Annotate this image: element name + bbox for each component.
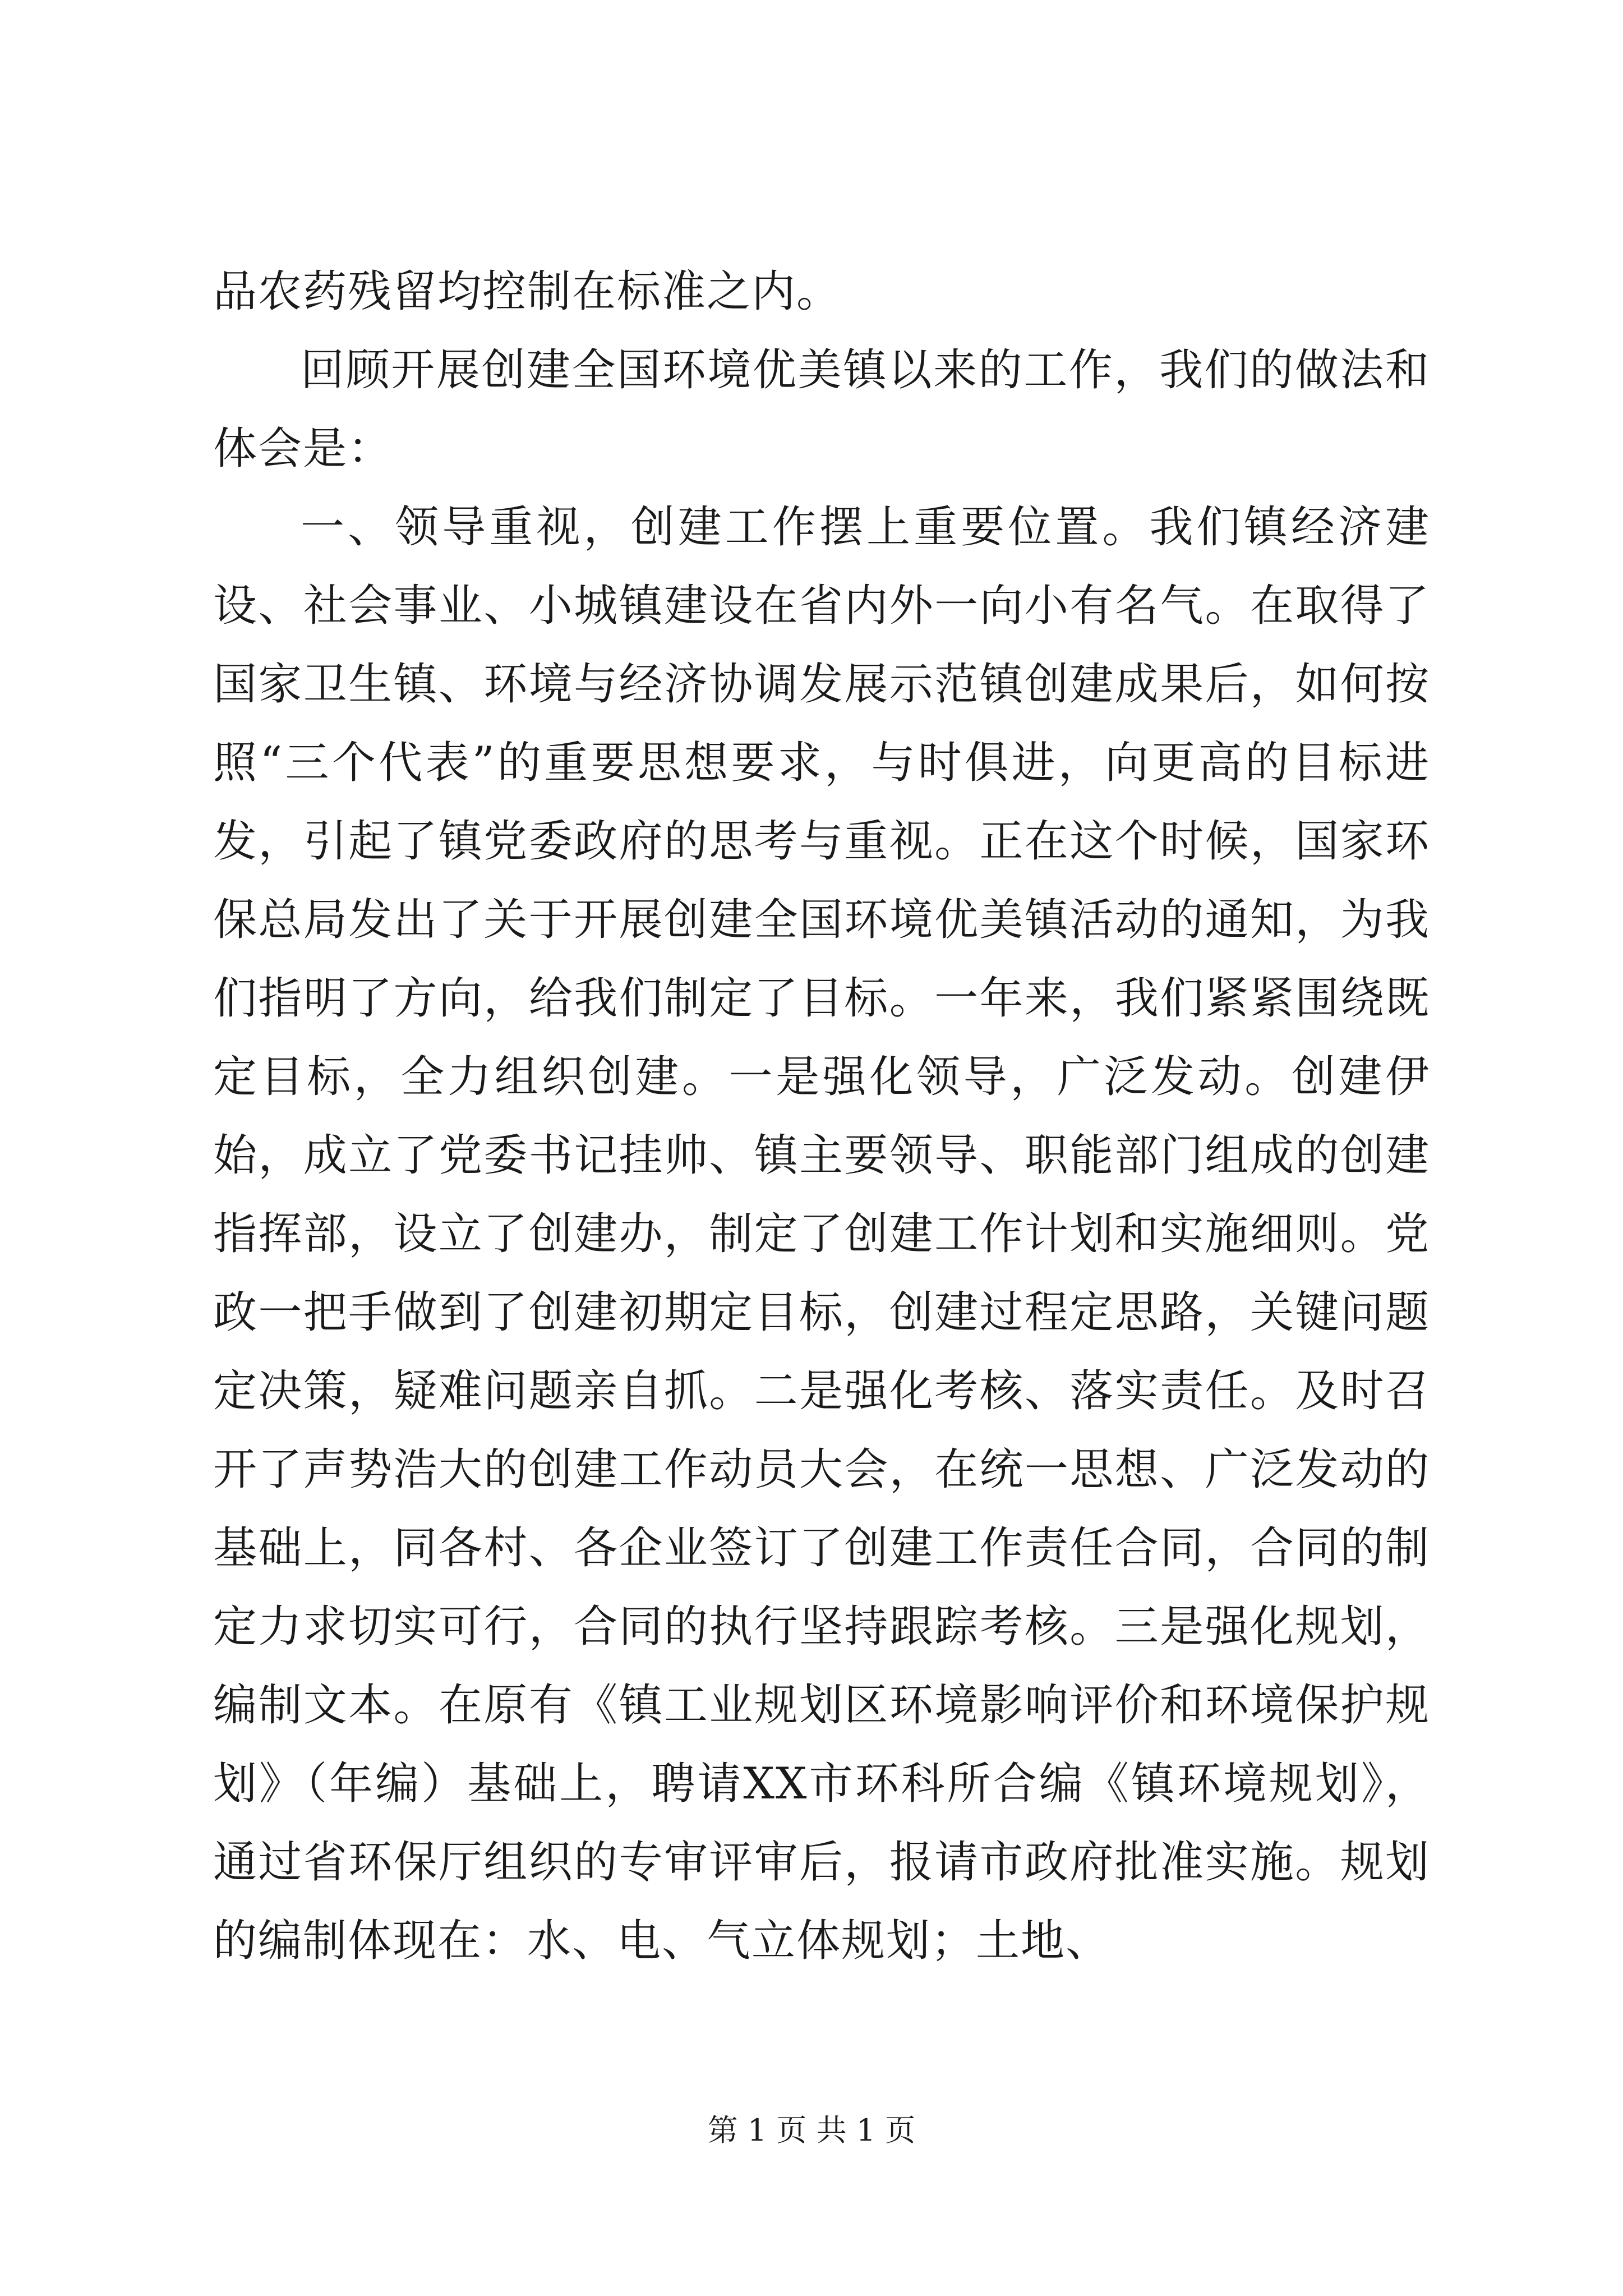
paragraph-review-intro: 回顾开展创建全国环境优美镇以来的工作，我们的做法和体会是： <box>213 345 1430 474</box>
document-body <box>213 252 1430 1980</box>
paragraph-leadership: 一、领导重视，创建工作摆上重要位置。我们镇经济建设、社会事业、小城镇建设在省内外一向小有名气。在取得了国家卫生镇、环境与经济协调发展示范镇创建成果后，如何按照“三个代表”的重要思想要求，与时俱进，向更高的目标进发，引起了镇党委政府的思考与重视。正在这个时候，国家环保总局发出了关于开展创建全国环境优美镇活动的通知，为我们指明了方向，给我们制定了目标。一年来，我们紧紧围绕既定目标，全力组织创建。一是强化领导，广泛发动。创建伊始，成立了党委书记挂帅、镇主要领导、职能部门组成的创建指挥部，设立了创建办，制定了创建工作计划和实施细则。党政一把手做到了创建初期定目标，创建过程定思路，关键问题定决策，疑难问题亲自抓。二是强化考核、落实责任。及时召开了声势浩大的创建工作动员大会，在统一思想、广泛发动的基础上，同各村、各企业签订了创建工作责任合同，合同的制定力求切实可行，合同的执行坚持跟踪考核。三是强化规划，编制文本。在原有《镇工业规划区环境影响评价和环境保护规划》（年编）基础上，聘请XX市环科所合编《镇环境规划》，通过省环保厅组织的专审评审后，报请市政府批准实施。规划的编制体现在：水、电、气立体规划；土地、 <box>213 502 1430 1966</box>
paragraph-continuation: 品农药残留均控制在标准之内。 <box>213 266 842 317</box>
page-number-footer: 第 1 页 共 1 页 <box>707 2113 916 2148</box>
